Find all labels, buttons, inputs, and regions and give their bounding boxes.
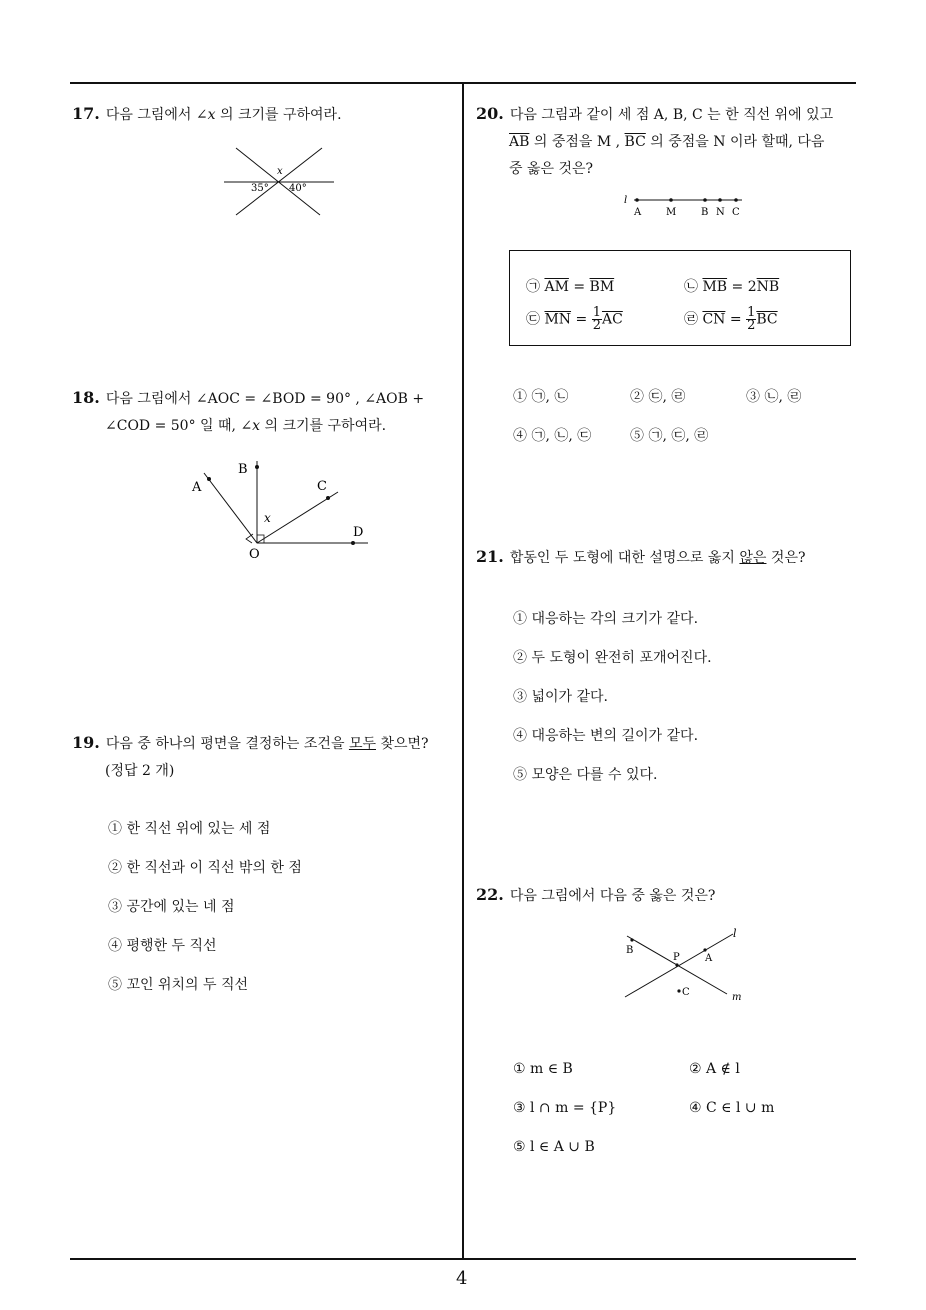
segment: $\overline{NB}$ bbox=[756, 279, 780, 295]
segment: $\overline{MB}$ bbox=[702, 279, 728, 295]
option-1[interactable]: ① m ∈ B bbox=[513, 1061, 573, 1077]
question-text: 의 중점을 M , bbox=[529, 134, 625, 150]
question-20 bbox=[476, 100, 833, 183]
q17-var-label: x bbox=[277, 166, 283, 177]
question-text: 것은? bbox=[766, 550, 806, 566]
q22-label-l: l bbox=[733, 927, 737, 940]
option-1[interactable]: ① ㉠, ㉡ bbox=[513, 389, 569, 405]
question-19 bbox=[72, 729, 429, 785]
option-4[interactable]: ④ 평행한 두 직선 bbox=[108, 938, 217, 954]
q22-label-p: P bbox=[673, 952, 680, 963]
fraction bbox=[746, 307, 756, 332]
q22-label-c: C bbox=[682, 987, 690, 998]
operator: = bbox=[568, 279, 590, 295]
option-2[interactable]: ② A ∉ l bbox=[689, 1061, 740, 1077]
question-text: 다음 그림에서 다음 중 옳은 것은? bbox=[509, 888, 716, 904]
numerator: 1 bbox=[592, 305, 601, 320]
question-18 bbox=[72, 384, 424, 440]
q17-figure bbox=[220, 140, 340, 220]
statement-marker: ㉠ bbox=[526, 279, 540, 295]
option-3[interactable]: ③ ㉡, ㉣ bbox=[746, 389, 802, 405]
statement-1 bbox=[526, 276, 614, 296]
question-note: (정답 2 개) bbox=[105, 763, 175, 779]
question-text: 의 크기를 구하여라. bbox=[215, 107, 342, 123]
statement-2 bbox=[684, 276, 779, 296]
option-3[interactable]: ③ 넓이가 같다. bbox=[513, 689, 608, 705]
segment: $\overline{CN}$ bbox=[702, 311, 726, 328]
option-1[interactable]: ① 한 직선 위에 있는 세 점 bbox=[108, 821, 271, 837]
question-text: 중 옳은 것은? bbox=[509, 161, 594, 177]
q22-figure bbox=[615, 922, 755, 1010]
statement-box bbox=[509, 250, 851, 346]
q17-angle-right: 40° bbox=[289, 183, 307, 194]
statement-marker: ㉣ bbox=[684, 311, 698, 328]
option-5[interactable]: ⑤ 모양은 다를 수 있다. bbox=[513, 767, 658, 783]
q20-label-b: B bbox=[701, 207, 709, 218]
q22-label-b: B bbox=[626, 945, 634, 956]
q18-label-x: x bbox=[264, 511, 271, 525]
q20-label-l: l bbox=[624, 195, 628, 206]
question-number: 18. bbox=[72, 388, 100, 407]
statement-3 bbox=[526, 307, 623, 332]
q18-label-d: D bbox=[353, 525, 364, 540]
question-22 bbox=[476, 881, 715, 910]
option-3[interactable]: ③ 공간에 있는 네 점 bbox=[108, 899, 235, 915]
q20-label-n: N bbox=[716, 207, 725, 218]
option-2[interactable]: ② ㉢, ㉣ bbox=[630, 389, 686, 405]
question-text: ∠COD = 50° 일 때, ∠ bbox=[105, 418, 253, 434]
segment: $\overline{MN}$ bbox=[544, 311, 572, 328]
emphasis-text: 않은 bbox=[739, 550, 767, 566]
option-2[interactable]: ② 한 직선과 이 직선 밖의 한 점 bbox=[108, 860, 302, 876]
option-2[interactable]: ② 두 도형이 완전히 포개어진다. bbox=[513, 650, 712, 666]
operator: = bbox=[571, 311, 592, 328]
variable-x: x bbox=[252, 418, 261, 434]
question-text: 합동인 두 도형에 대한 설명으로 옳지 bbox=[509, 550, 740, 566]
statement-marker: ㉡ bbox=[684, 279, 698, 295]
segment: $\overline{BC}$ bbox=[756, 311, 778, 328]
fraction bbox=[592, 307, 602, 332]
question-number: 19. bbox=[72, 733, 100, 752]
column-divider bbox=[462, 82, 464, 1259]
question-text: 다음 그림과 같이 세 점 A, B, C 는 한 직선 위에 있고 bbox=[509, 107, 834, 123]
segment: $\overline{AM}$ bbox=[544, 279, 569, 295]
q17-angle-left: 35° bbox=[251, 183, 269, 194]
option-5[interactable]: ⑤ 꼬인 위치의 두 직선 bbox=[108, 977, 248, 993]
option-5[interactable]: ⑤ ㉠, ㉢, ㉣ bbox=[630, 428, 709, 444]
q20-figure bbox=[620, 190, 750, 222]
question-17 bbox=[72, 100, 342, 129]
operator: = bbox=[725, 311, 747, 328]
question-21 bbox=[476, 543, 805, 572]
q20-label-m: M bbox=[666, 207, 677, 218]
denominator: 2 bbox=[747, 318, 756, 333]
option-4[interactable]: ④ C ∈ l ∪ m bbox=[689, 1100, 775, 1116]
denominator: 2 bbox=[592, 318, 601, 333]
option-3[interactable]: ③ l ∩ m = {P} bbox=[513, 1100, 617, 1116]
segment: $\overline{BM}$ bbox=[589, 279, 615, 295]
option-4[interactable]: ④ ㉠, ㉡, ㉢ bbox=[513, 428, 592, 444]
q20-label-c: C bbox=[732, 207, 740, 218]
question-text: 의 크기를 구하여라. bbox=[260, 418, 387, 434]
question-number: 17. bbox=[72, 104, 100, 123]
segment: $\overline{AC}$ bbox=[601, 311, 623, 328]
question-number: 22. bbox=[476, 885, 504, 904]
question-number: 21. bbox=[476, 547, 504, 566]
question-text: 찾으면? bbox=[376, 736, 429, 752]
q18-label-c: C bbox=[317, 479, 327, 494]
statement-marker: ㉢ bbox=[526, 311, 540, 328]
option-4[interactable]: ④ 대응하는 변의 길이가 같다. bbox=[513, 728, 699, 744]
q22-label-m: m bbox=[732, 992, 742, 1003]
question-text: 다음 중 하나의 평면을 결정하는 조건을 bbox=[105, 736, 349, 752]
q18-figure bbox=[180, 455, 380, 565]
q18-label-o: O bbox=[249, 547, 260, 562]
page-number: 4 bbox=[456, 1268, 468, 1289]
question-text: 다음 그림에서 ∠ bbox=[105, 107, 208, 123]
q22-label-a: A bbox=[705, 953, 713, 964]
question-text: 다음 그림에서 ∠AOC = ∠BOD = 90° , ∠AOB + bbox=[105, 391, 425, 407]
question-number: 20. bbox=[476, 104, 504, 123]
bottom-rule bbox=[70, 1258, 856, 1260]
emphasis-text: 모두 bbox=[348, 736, 376, 752]
question-text: 의 중점을 N 이라 할때, 다음 bbox=[645, 134, 825, 150]
segment-bc: $\overline{BC}$ bbox=[624, 134, 646, 150]
option-1[interactable]: ① 대응하는 각의 크기가 같다. bbox=[513, 611, 699, 627]
operator: = 2 bbox=[727, 279, 757, 295]
q18-label-a: A bbox=[192, 480, 202, 495]
numerator: 1 bbox=[747, 305, 756, 320]
statement-4 bbox=[684, 307, 778, 332]
q20-label-a: A bbox=[634, 207, 642, 218]
segment-ab: $\overline{AB}$ bbox=[509, 134, 530, 150]
q18-label-b: B bbox=[238, 462, 248, 477]
option-5[interactable]: ⑤ l ∈ A ∪ B bbox=[513, 1139, 595, 1155]
variable-x: x bbox=[207, 107, 216, 123]
